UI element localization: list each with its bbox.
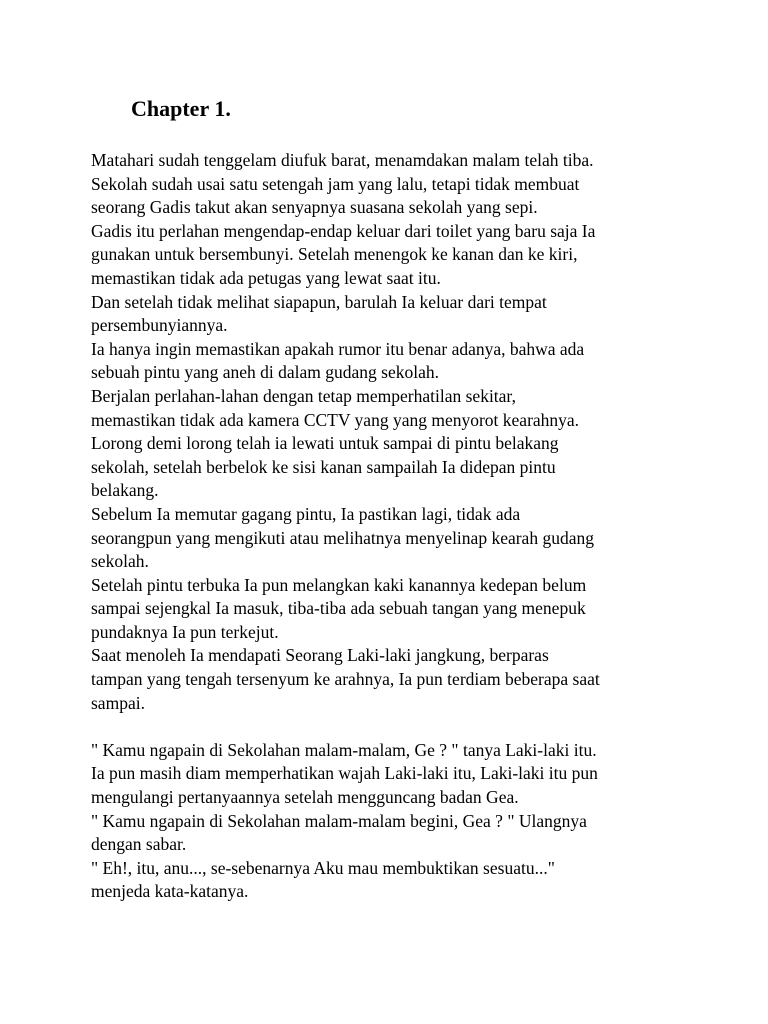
text-line: menjeda kata-katanya. (91, 881, 249, 902)
text-line: Sekolah sudah usai satu setengah jam yang lalu, tetapi tidak membuat (91, 173, 580, 194)
text-line: Lorong demi lorong telah ia lewati untuk sampai di pintu belakang (91, 433, 559, 454)
text-line: Ia hanya ingin memastikan apakah rumor itu benar adanya, bahwa ada (91, 338, 585, 359)
text-line: sekolah. (91, 551, 149, 572)
text-line: tampan yang tengah tersenyum ke arahnya, Ia pun terdiam beberapa saat (91, 669, 600, 690)
text-line: Sebelum Ia memutar gagang pintu, Ia pastikan lagi, tidak ada (91, 503, 521, 524)
text-line: sekolah, setelah berbelok ke sisi kanan sampailah Ia didepan pintu (91, 456, 556, 477)
story-text (91, 149, 711, 904)
text-line: belakang. (91, 480, 159, 501)
text-line: " Kamu ngapain di Sekolahan malam-malam begini, Gea ? " Ulangnya (91, 810, 587, 831)
text-line: Saat menoleh Ia mendapati Seorang Laki-laki jangkung, berparas (91, 645, 549, 666)
text-line: sampai. (91, 692, 145, 713)
text-line: persembunyiannya. (91, 315, 228, 336)
text-line: mengulangi pertanyaannya setelah mengguncang badan Gea. (91, 787, 519, 808)
blank-line (91, 715, 711, 739)
text-line: memastikan tidak ada petugas yang lewat saat itu. (91, 267, 441, 288)
text-line: seorangpun yang mengikuti atau melihatnya menyelinap kearah gudang (91, 527, 594, 548)
text-line: memastikan tidak ada kamera CCTV yang yang menyorot kearahnya. (91, 409, 580, 430)
text-line: Matahari sudah tenggelam diufuk barat, menamdakan malam telah tiba. (91, 150, 594, 170)
text-line: " Kamu ngapain di Sekolahan malam-malam, Ge ? " tanya Laki-laki itu. (91, 739, 597, 760)
text-line: pundaknya Ia pun terkejut. (91, 621, 279, 642)
text-line: Ia pun masih diam memperhatikan wajah Laki-laki itu, Laki-laki itu pun (91, 763, 598, 784)
chapter-title: Chapter 1. (131, 96, 231, 121)
text-line: Gadis itu perlahan mengendap-endap keluar dari toilet yang baru saja Ia (91, 220, 596, 241)
text-line: " Eh!, itu, anu..., se-sebenarnya Aku mau membuktikan sesuatu..." (91, 857, 555, 878)
text-line: gunakan untuk bersembunyi. Setelah menengok ke kanan dan ke kiri, (91, 244, 578, 265)
text-line: sampai sejengkal Ia masuk, tiba-tiba ada sebuah tangan yang menepuk (91, 598, 586, 619)
text-line: seorang Gadis takut akan senyapnya suasana sekolah yang sepi. (91, 197, 538, 218)
text-line: Berjalan perlahan-lahan dengan tetap memperhatilan sekitar, (91, 385, 516, 406)
text-line: sebuah pintu yang aneh di dalam gudang sekolah. (91, 362, 439, 383)
text-line: Dan setelah tidak melihat siapapun, barulah Ia keluar dari tempat (91, 291, 547, 312)
text-line: dengan sabar. (91, 834, 187, 855)
text-line: Setelah pintu terbuka Ia pun melangkan kaki kanannya kedepan belum (91, 574, 587, 595)
